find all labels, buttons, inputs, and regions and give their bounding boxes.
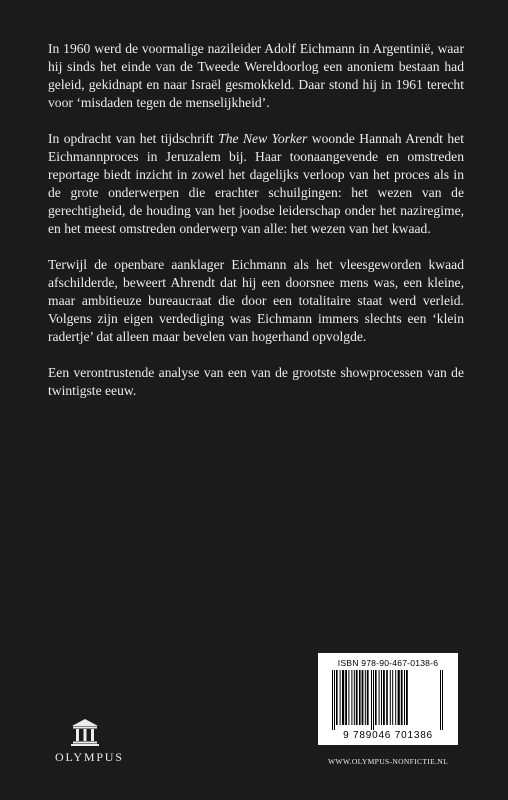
barcode-bar — [345, 670, 347, 725]
blurb-paragraph-2 — [48, 130, 464, 238]
barcode-bars — [330, 670, 446, 730]
barcode-bar — [381, 670, 382, 725]
barcode-bar — [375, 670, 377, 725]
barcode-bar — [390, 670, 391, 725]
blurb-paragraph-3: Terwijl de openbare aanklager Eichmann als het vleesgeworden kwaad afschilderde, beweert Ahrendt dat hij een doorsnee mens was, een kleine, maar ambitieuze bureaucraat die door een totalitaire staat werd verleid. Volgens zijn eigen verdediging was Eichmann immers slechts een ‘klein radertje’ dat alleen maar bevelen van hogerhand opvolgde. — [48, 257, 464, 344]
barcode-bar — [332, 670, 333, 730]
barcode-bar — [392, 670, 393, 725]
barcode-bar — [367, 670, 369, 725]
isbn-barcode — [318, 653, 458, 745]
barcode-digits: 9 789046 701386 — [343, 730, 433, 741]
barcode-bar — [373, 670, 374, 730]
barcode-bar — [371, 670, 372, 730]
barcode-bar — [383, 670, 385, 725]
barcode-bar — [354, 670, 355, 725]
barcode-bar — [336, 670, 338, 725]
barcode-bar — [348, 670, 349, 725]
paragraph-2-start: In opdracht van het tijdschrift — [48, 131, 219, 146]
temple-columns-icon — [70, 718, 100, 746]
isbn-label: ISBN 978-90-467-0138-6 — [337, 658, 439, 668]
barcode-bar — [351, 670, 352, 725]
barcode-bar — [334, 670, 335, 730]
barcode-bar — [340, 670, 341, 725]
publisher-logo — [55, 718, 124, 765]
publisher-name: OLYMPUS — [55, 750, 124, 764]
publisher-website: WWW.OLYMPUS-NONFICTIE.NL — [327, 757, 449, 766]
barcode-bar — [406, 670, 408, 725]
blurb-paragraph-1: In 1960 werd de voormalige nazileider Adolf Eichmann in Argentinië, waar hij sinds het einde van de Tweede Wereldoorlog een anoniem bestaan had geleid, gekidnapt en naar Israël gesmokkeld. Daar stond hij in 1961 terecht voor ‘misdaden tegen de menselijkheid’. — [48, 41, 464, 110]
barcode-bar — [440, 670, 441, 730]
barcode-bar — [379, 670, 380, 725]
barcode-bar — [362, 670, 364, 725]
barcode-bar — [401, 670, 403, 725]
barcode-bar — [395, 670, 396, 725]
barcode-bar — [365, 670, 366, 725]
magazine-title: The New Yorker — [218, 131, 308, 146]
barcode-bar — [356, 670, 358, 725]
barcode-bar — [442, 670, 443, 730]
barcode-bar — [386, 670, 388, 725]
blurb-paragraph-4: Een verontrustende analyse van een van de grootste showprocessen van de twintigste eeuw. — [48, 365, 464, 398]
blurb-text — [48, 40, 464, 418]
barcode-bar — [342, 670, 344, 725]
paragraph-2-end: woonde Hannah Arendt het Eichmannproces in Jeruzalem bij. Haar toonaangevende en omstreden reportage biedt inzicht in zowel het dagelijks verloop van het proces als in de grote onderwerpen die erachter schuilgingen: het wezen van de gerechtigheid, de houding van het joodse leiderschap onder het naziregime, en het meest omstreden onderwerp van alle: het wezen van het kwaad. — [48, 131, 464, 236]
barcode-bar — [404, 670, 405, 725]
barcode-bar — [359, 670, 361, 725]
barcode-bar — [398, 670, 400, 725]
